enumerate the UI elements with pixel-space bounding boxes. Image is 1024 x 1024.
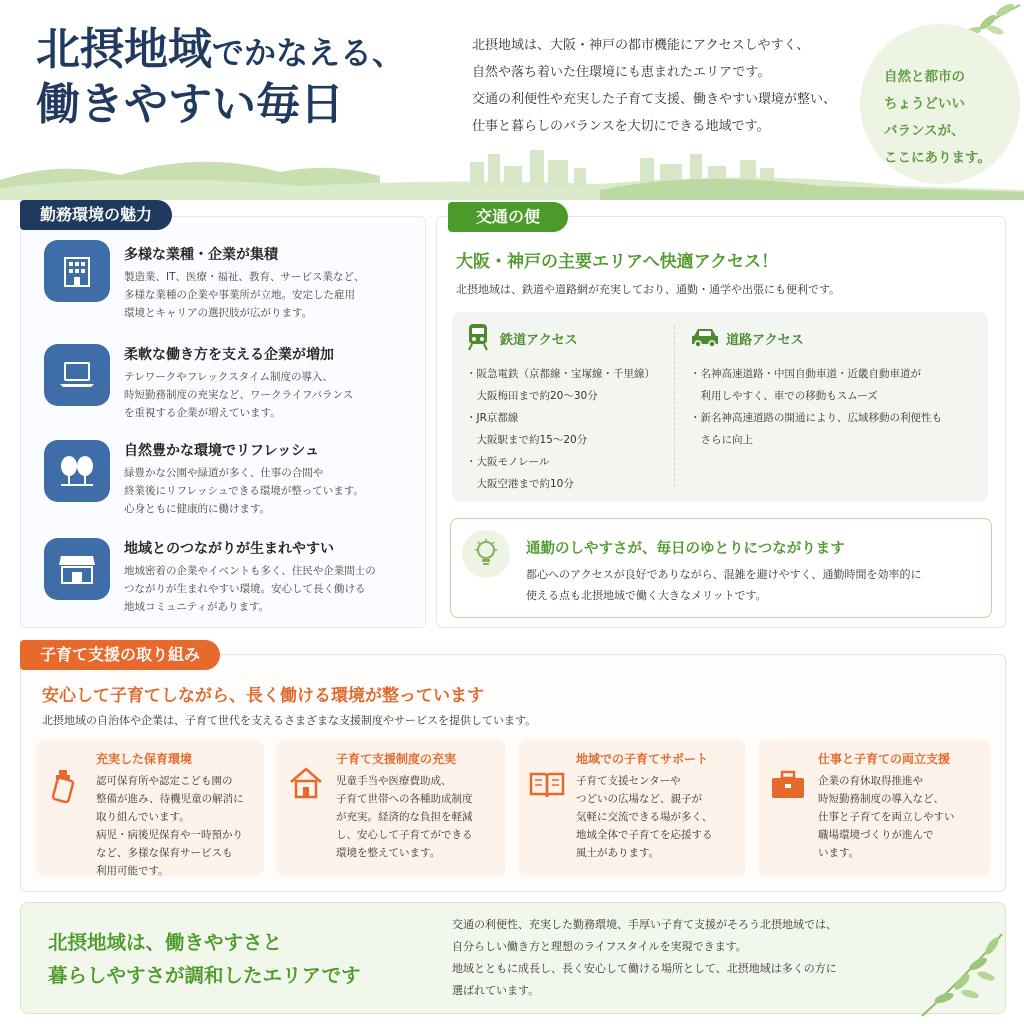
card-line: が充実。経済的な負担を軽減 bbox=[336, 811, 473, 823]
commute-tip-text bbox=[526, 564, 921, 606]
page-title bbox=[36, 22, 404, 132]
intro-line: 仕事と暮らしのバランスを大切にできる地域です。 bbox=[472, 119, 770, 134]
summary-line: 交通の利便性、充実した勤務環境、手厚い子育て支援がそろう北摂地域では、 bbox=[452, 918, 837, 931]
work-item-text: 心身ともに健康的に働けます。 bbox=[124, 503, 271, 515]
childcare-card-text bbox=[336, 772, 473, 862]
road-access-title: 道路アクセス bbox=[726, 333, 804, 348]
laptop-icon bbox=[44, 344, 110, 406]
work-item-text: 緑豊かな公園や緑道が多く、仕事の合間や bbox=[124, 467, 324, 479]
childcare-card-title: 充実した保育環境 bbox=[96, 752, 193, 766]
commute-tip-line: 都心へのアクセスが良好でありながら、混雑を避けやすく、通勤時間を効率的に bbox=[526, 568, 922, 581]
childcare-card-text bbox=[576, 772, 713, 862]
summary-line: 選ばれています。 bbox=[452, 984, 540, 997]
rail-line: ・大阪モノレール bbox=[466, 456, 550, 468]
card-line: 児童手当や医療費助成、 bbox=[336, 775, 452, 787]
tab-childcare: 子育て支援の取り組み bbox=[20, 640, 220, 670]
summary-headline-line: 北摂地域は、働きやすさと bbox=[48, 931, 283, 954]
summary-headline-line: 暮らしやすさが調和したエリアです bbox=[48, 964, 361, 987]
intro-line: 交通の利便性や充実した子育て支援、働きやすい環境が整い、 bbox=[472, 92, 837, 107]
rail-line: 大阪梅田まで約20〜30分 bbox=[466, 390, 598, 402]
road-line: ・名神高速道路・中国自動車道・近畿自動車道が bbox=[690, 368, 921, 380]
lightbulb-icon bbox=[462, 530, 510, 578]
trees-icon bbox=[44, 440, 110, 502]
card-line: 風土があります。 bbox=[576, 847, 660, 859]
building-icon bbox=[44, 240, 110, 302]
work-item-text: 地域密着の企業やイベントも多く、住民や企業間士の bbox=[124, 565, 376, 577]
card-line: 子育て支援センターや bbox=[576, 775, 681, 787]
car-icon bbox=[690, 326, 720, 348]
shop-icon bbox=[44, 538, 110, 600]
commute-tip-title: 通勤のしやすさが、毎日のゆとりにつながります bbox=[526, 541, 845, 557]
summary-headline bbox=[48, 926, 361, 992]
rail-access-list bbox=[466, 363, 655, 495]
childcare-card-title: 地域での子育てサポート bbox=[576, 752, 709, 766]
intro-text bbox=[472, 32, 836, 140]
card-line: 環境を整えています。 bbox=[336, 847, 441, 859]
card-line: 病児・病後児保育や一時預かり bbox=[96, 829, 243, 841]
bubble-line: ちょうどいい bbox=[884, 96, 965, 112]
bubble-line: ここにあります。 bbox=[884, 150, 991, 166]
road-line: 利用しやすく、車での移動もスムーズ bbox=[690, 390, 878, 402]
rail-access-title: 鉄道アクセス bbox=[500, 333, 578, 348]
card-line: 気軽に交流できる場が多く、 bbox=[576, 811, 713, 823]
work-item-title: 地域とのつながりが生まれやすい bbox=[124, 541, 334, 557]
childcare-card-title: 子育て支援制度の充実 bbox=[336, 752, 457, 766]
work-item-text: 地域コミュニティがあります。 bbox=[124, 601, 270, 613]
transport-headline: 大阪・神戸の主要エリアへ快適アクセス！ bbox=[456, 252, 779, 272]
card-line: 認可保育所や認定こども園の bbox=[96, 775, 233, 787]
card-line: 取り組んでいます。 bbox=[96, 811, 190, 823]
work-item-title: 自然豊かな環境でリフレッシュ bbox=[124, 443, 320, 459]
title-line2: 働きやすい毎日 bbox=[36, 79, 344, 130]
intro-line: 北摂地域は、大阪・神戸の都市機能にアクセスしやすく、 bbox=[472, 38, 810, 53]
work-item-text: 製造業、IT、医療・福祉、教育、サービス業など、 bbox=[124, 271, 365, 283]
intro-line: 自然や落ち着いた住環境にも恵まれたエリアです。 bbox=[472, 65, 771, 80]
road-line: さらに向上 bbox=[690, 434, 753, 446]
card-line: 企業の育休取得推進や bbox=[818, 775, 923, 787]
briefcase-icon bbox=[770, 770, 806, 800]
hills-skyline-illustration bbox=[0, 140, 1024, 200]
road-access-list bbox=[690, 363, 942, 451]
work-item-title: 多様な業種・企業が集積 bbox=[124, 247, 278, 263]
childcare-headline: 安心して子育てしながら、長く働ける環境が整っています bbox=[42, 686, 484, 706]
childcare-card-title: 仕事と子育ての両立支援 bbox=[818, 752, 951, 766]
title-rest: でかなえる、 bbox=[212, 34, 405, 72]
access-divider bbox=[674, 326, 676, 486]
card-line: 整備が進み、待機児童の解消に bbox=[96, 793, 244, 805]
card-line: 職場環境づくりが進んで bbox=[818, 829, 934, 841]
commute-tip-line: 使える点も北摂地域で働く大きなメリットです。 bbox=[526, 589, 767, 602]
tab-transport: 交通の便 bbox=[448, 202, 568, 232]
work-item-text: 時短勤務制度の充実など、ワークライフバランス bbox=[124, 389, 354, 401]
card-line: など、多様な保育サービスも bbox=[96, 847, 233, 859]
tab-work-environment: 勤務環境の魅力 bbox=[20, 200, 172, 230]
baby-bottle-icon bbox=[48, 768, 78, 804]
rail-line: 大阪駅まで約15〜20分 bbox=[466, 434, 588, 446]
leaf-branch-icon bbox=[912, 930, 1008, 1020]
card-line: 利用可能です。 bbox=[96, 865, 169, 877]
title-main: 北摂地域 bbox=[36, 24, 212, 75]
childcare-card-text bbox=[818, 772, 955, 862]
work-item-text: 環境とキャリアの選択肢が広がります。 bbox=[124, 307, 313, 319]
work-item-text: つながりが生まれやすい環境。安心して長く働ける bbox=[124, 583, 366, 595]
train-icon bbox=[466, 322, 490, 352]
bubble-line: バランスが、 bbox=[884, 123, 965, 139]
summary-line: 自分らしい働き方と理想のライフスタイルを実現できます。 bbox=[452, 940, 747, 953]
road-line: ・新名神高速道路の開通により、広域移動の利便性も bbox=[690, 412, 942, 424]
card-line: 時短勤務制度の導入など、 bbox=[818, 793, 944, 805]
card-line: います。 bbox=[818, 847, 860, 859]
work-item-text: 終業後にリフレッシュできる環境が整っています。 bbox=[124, 485, 364, 497]
summary-line: 地域とともに成長し、長く安心して働ける場所として、北摂地域は多くの方に bbox=[452, 962, 837, 975]
rail-line: 大阪空港まで約10分 bbox=[466, 478, 574, 490]
childcare-lead: 北摂地域の自治体や企業は、子育て世代を支えるさまざまな支援制度やサービスを提供しています。 bbox=[42, 714, 537, 727]
card-line: 仕事と子育てを両立しやすい bbox=[818, 811, 955, 823]
book-icon bbox=[528, 770, 566, 800]
work-item-text: を重視する企業が増えています。 bbox=[124, 407, 281, 419]
bubble-line: 自然と都市の bbox=[884, 69, 965, 85]
work-item-text: テレワークやフレックスタイム制度の導入、 bbox=[124, 371, 333, 383]
transport-lead: 北摂地域は、鉄道や道路網が充実しており、通勤・通学や出張にも便利です。 bbox=[456, 283, 841, 296]
rail-line: ・JR京都線 bbox=[466, 412, 519, 424]
card-line: つどいの広場など、親子が bbox=[576, 793, 702, 805]
summary-text bbox=[452, 914, 837, 1002]
card-line: 地域全体で子育てを応援する bbox=[576, 829, 713, 841]
rail-line: ・阪急電鉄（京都線・宝塚線・千里線） bbox=[466, 368, 655, 380]
childcare-card-text bbox=[96, 772, 244, 880]
work-item-title: 柔軟な働き方を支える企業が増加 bbox=[124, 347, 334, 363]
house-icon bbox=[288, 766, 324, 800]
card-line: し、安心して子育てができる bbox=[336, 829, 473, 841]
card-line: 子育て世帯への各種助成制度 bbox=[336, 793, 473, 805]
work-item-text: 多様な業種の企業や事業所が立地。安定した雇用 bbox=[124, 289, 355, 301]
